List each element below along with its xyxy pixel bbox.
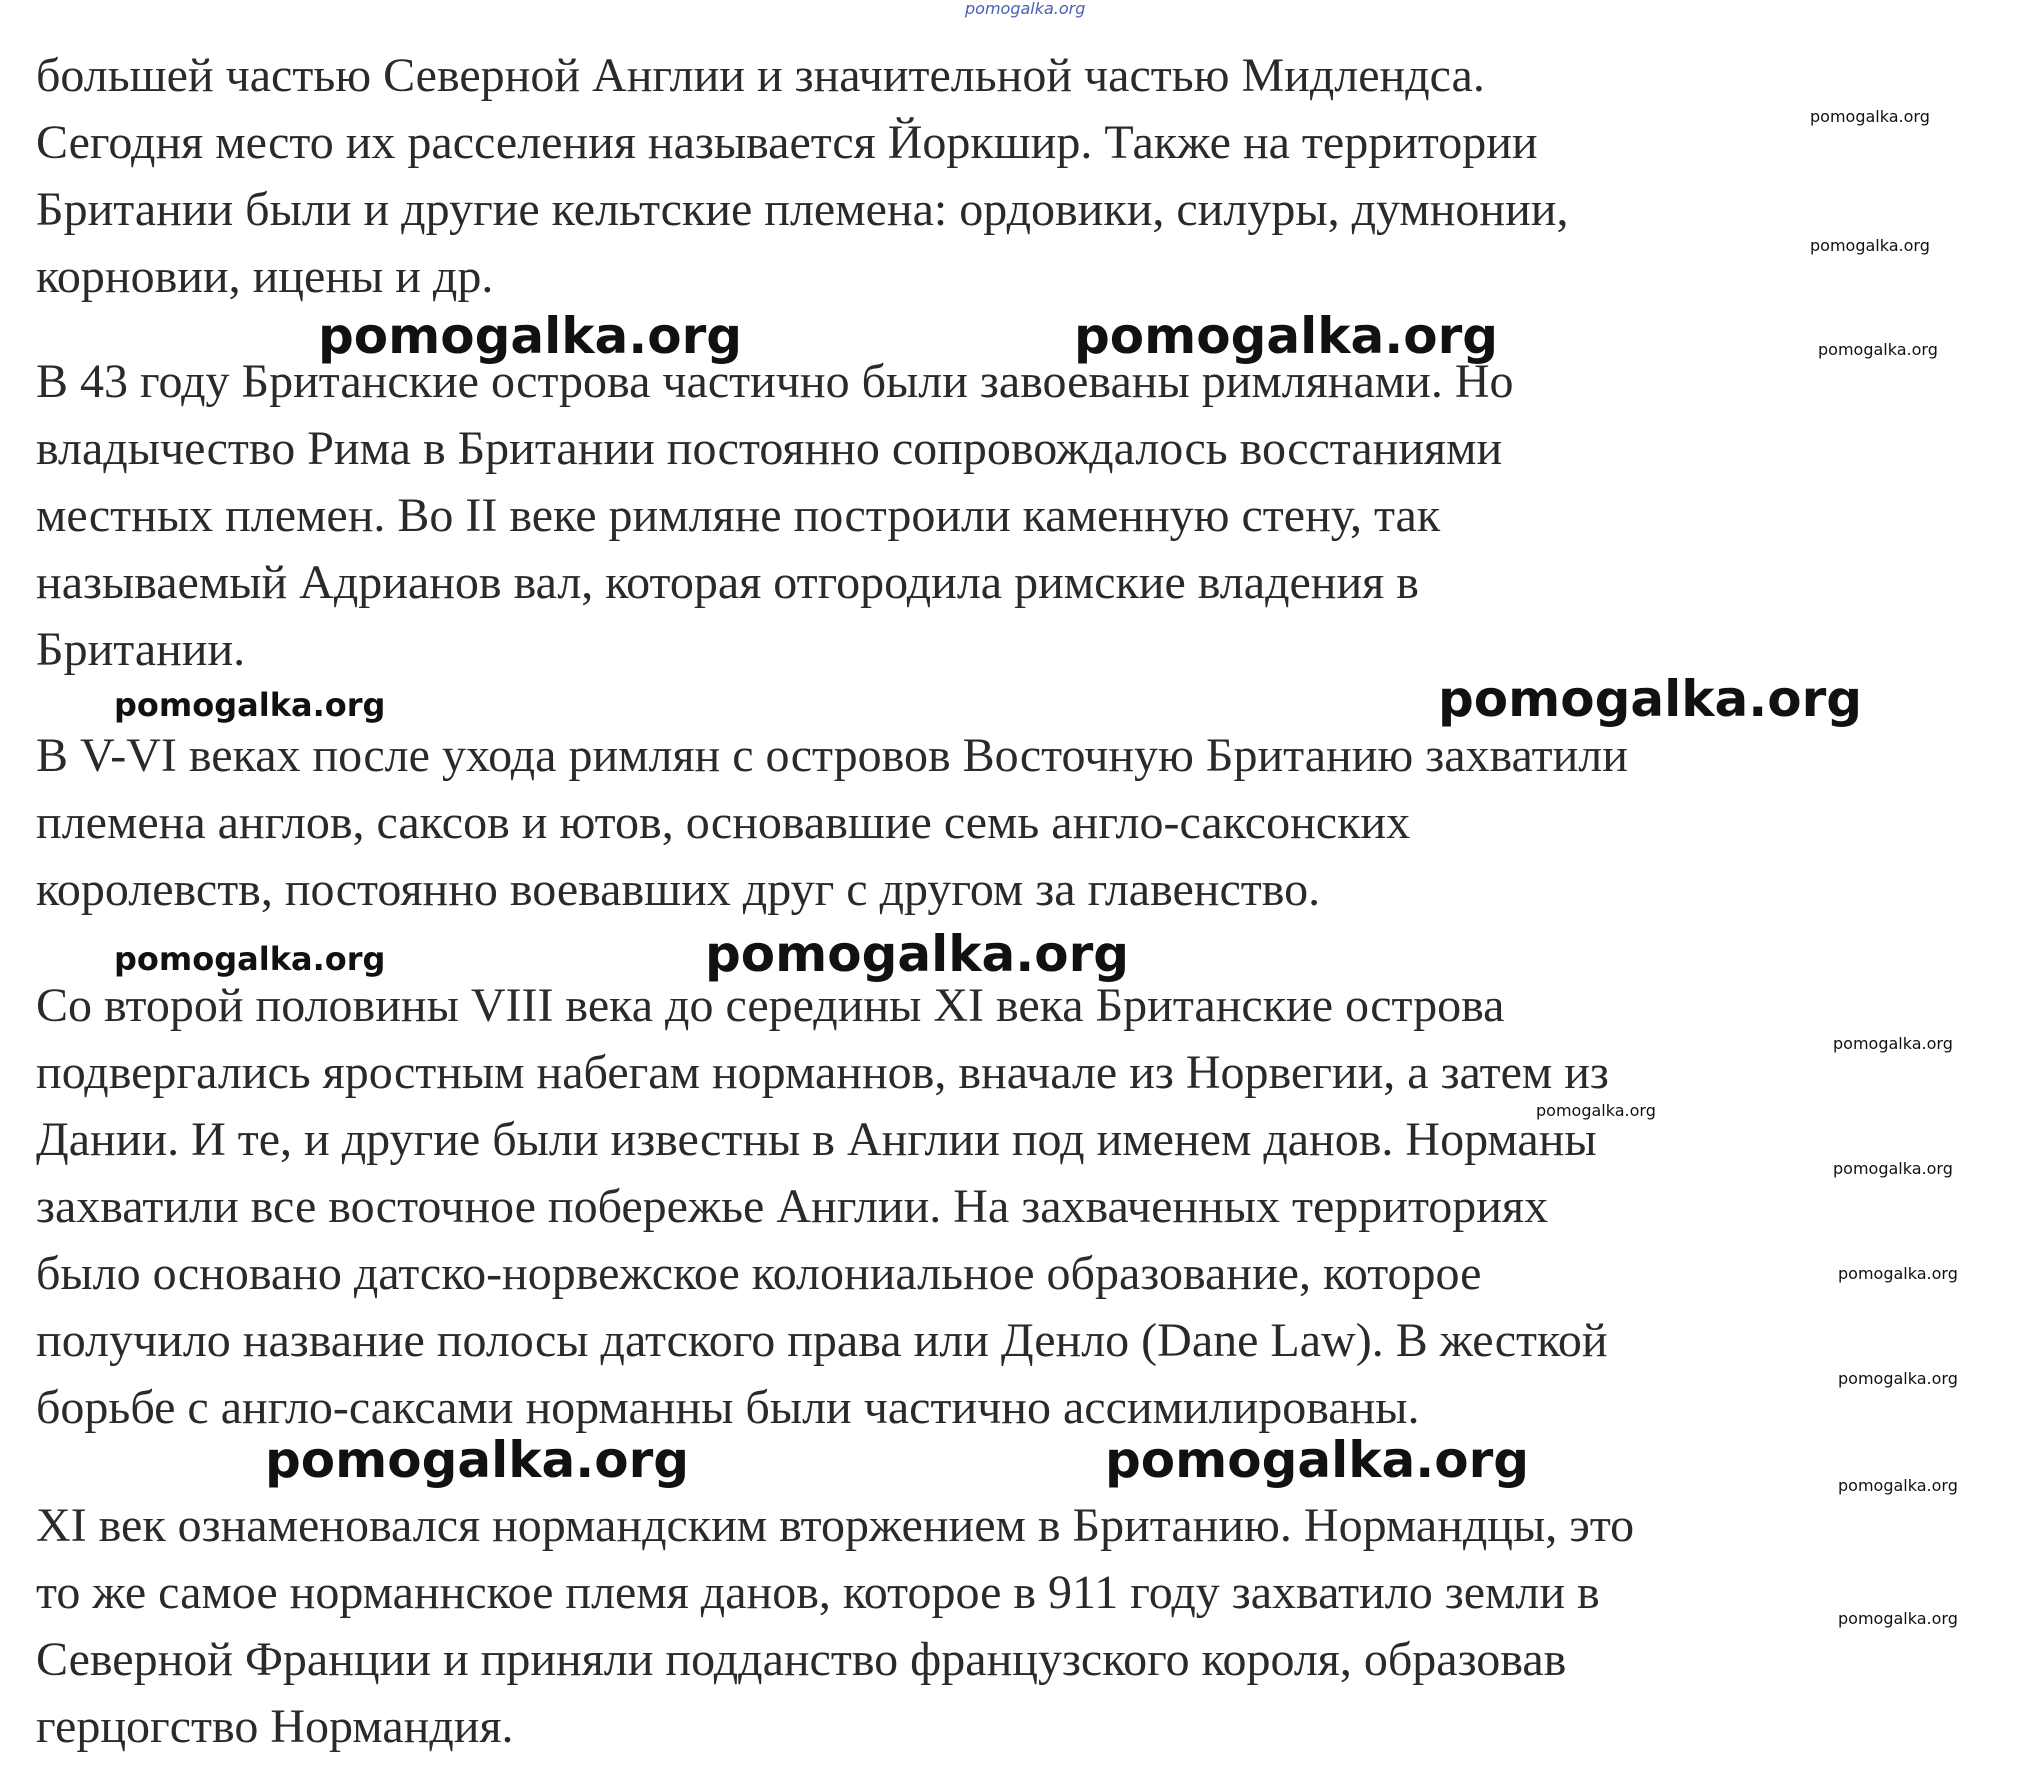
watermark-big: pomogalka.org [1074, 307, 1499, 365]
watermark-small: pomogalka.org [1833, 1034, 1953, 1053]
paragraph-2: В 43 году Британские острова частично были завоеваны римлянами. Но владычество Рима в Британии постоянно сопровождалось восстаниями местных племен. Во II веке римляне построили каменную стену, так называемый Адрианов вал, которая отгородила римские владения в Британии. [36, 355, 1514, 676]
watermark-big: pomogalka.org [1105, 1431, 1530, 1489]
watermark-small: pomogalka.org [1838, 1264, 1958, 1283]
watermark-small: pomogalka.org [1536, 1101, 1656, 1120]
watermark-small: pomogalka.org [1833, 1159, 1953, 1178]
paragraph-4: Со второй половины VIII века до середины XI века Британские острова подвергались яростным набегам норманнов, вначале из Норвегии, а затем из Дании. И те, и другие были известны в Англии под именем данов. Норманы захватили все восточное побережье Англии. На захваченных территориях было основано датско-норвежское колониальное образование, которое получило название полосы датского права или Денло (Dane Law). В жесткой борьбе с англо-саксами норманны были частично ассимилированы. [36, 979, 1609, 1434]
watermark-small: pomogalka.org [1838, 1476, 1958, 1495]
paragraph-5: XI век ознаменовался нормандским вторжением в Британию. Нормандцы, это то же самое норманнское племя данов, которое в 911 году захватило земли в Северной Франции и приняли подданство французского короля, образовав герцогство Нормандия. [36, 1499, 1635, 1753]
watermark-big: pomogalka.org [705, 925, 1130, 983]
watermark-medium: pomogalka.org [114, 940, 386, 978]
paragraph-3: В V-VI веках после ухода римлян с островов Восточную Британию захватили племена англов, саксов и ютов, основавшие семь англо-саксонских королевств, постоянно воевавших друг с другом за главенство. [36, 729, 1628, 916]
watermark-medium: pomogalka.org [114, 686, 386, 724]
watermark-small: pomogalka.org [1838, 1609, 1958, 1628]
watermark-big: pomogalka.org [318, 307, 743, 365]
watermark-small: pomogalka.org [1810, 236, 1930, 255]
watermark-small: pomogalka.org [1810, 107, 1930, 126]
paragraph-1: большей частью Северной Англии и значительной частью Мидлендса. Сегодня место их расселения называется Йоркшир. Также на территории Британии были и другие кельтские племена: ордовики, силуры, думнонии, корновии, ицены и др. [36, 49, 1569, 303]
watermark-small: pomogalka.org [1818, 340, 1938, 359]
watermark-small: pomogalka.org [1838, 1369, 1958, 1388]
watermark-big: pomogalka.org [265, 1431, 690, 1489]
watermark-top: pomogalka.org [965, 0, 1086, 18]
watermark-big: pomogalka.org [1438, 670, 1863, 728]
